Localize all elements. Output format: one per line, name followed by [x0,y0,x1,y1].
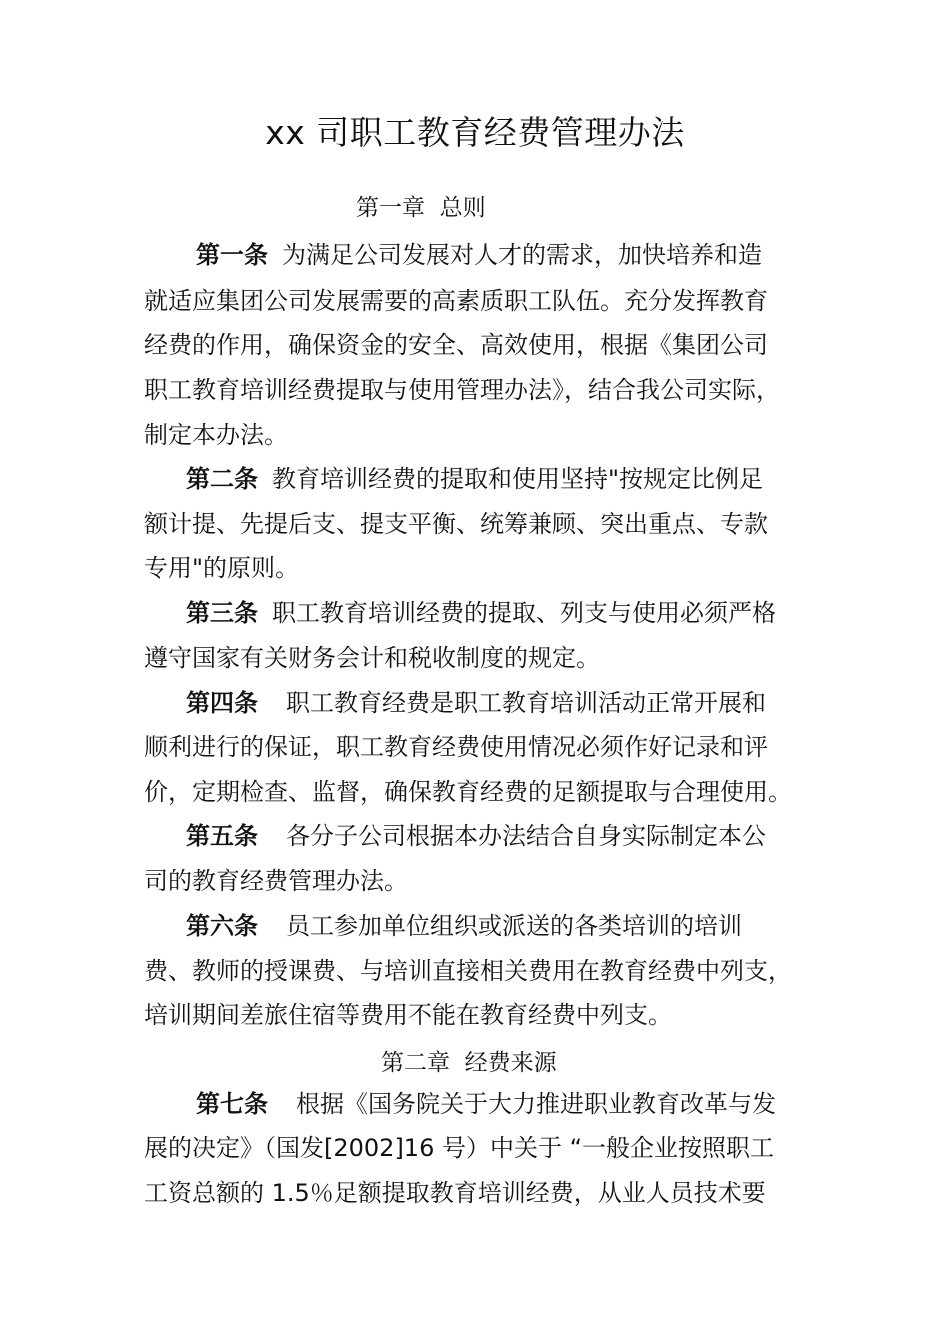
article-4-line-3: 价，定期检查、监督，确保教育经费的足额提取与合理使用。 [144,778,792,806]
article-2-line-2: 额计提、先提后支、提支平衡、统筹兼顾、突出重点、专款 [144,510,768,538]
article-7-line-3: 工资总额的 1.5％足额提取教育培训经费，从业人员技术要 [144,1179,766,1207]
article-5-label: 第五条 [186,822,258,850]
article-3-line-2: 遵守国家有关财务会计和税收制度的规定。 [144,644,600,672]
article-5-text: 各分子公司根据本办法结合自身实际制定本公 [286,822,766,850]
article-1-label: 第一条 [196,241,268,269]
article-4-label: 第四条 [186,689,258,717]
article-5-line-1 [186,819,866,853]
article-6-line-1 [186,909,866,943]
article-1-text: 为满足公司发展对人才的需求，加快培养和造 [282,241,762,269]
article-4-line-2: 顺利进行的保证，职工教育经费使用情况必须作好记录和评 [144,733,768,761]
article-2-text: 教育培训经费的提取和使用坚持"按规定比例足 [272,465,764,493]
article-6-text: 员工参加单位组织或派送的各类培训的培训 [286,912,742,940]
article-4-text: 职工教育经费是职工教育培训活动正常开展和 [286,689,766,717]
article-7-text: 根据《国务院关于大力推进职业教育改革与发 [296,1090,776,1118]
article-5-line-2: 司的教育经费管理办法。 [144,867,408,895]
article-1-line-2: 就适应集团公司发展需要的高素质职工队伍。充分发挥教育 [144,287,768,315]
document-title: xx 司职工教育经费管理办法 [265,113,685,152]
article-6-line-3: 培训期间差旅住宿等费用不能在教育经费中列支。 [144,1001,672,1029]
article-7-line-1 [196,1087,876,1121]
article-6-label: 第六条 [186,912,258,940]
article-7-line-2: 展的决定》（国发[2002]16 号）中关于 “一般企业按照职工 [144,1134,775,1162]
article-3-text: 职工教育培训经费的提取、列支与使用必须严格 [272,599,776,627]
article-7-label: 第七条 [196,1090,268,1118]
article-2-line-1 [186,462,866,496]
article-3-label: 第三条 [186,599,258,627]
chapter-heading-2: 第二章 经费来源 [381,1050,557,1076]
article-2-label: 第二条 [186,465,258,493]
article-3-line-1 [186,596,866,630]
article-4-line-1 [186,686,866,720]
article-1-line-5: 制定本办法。 [144,421,288,449]
chapter-heading-1: 第一章 总则 [356,195,486,221]
article-6-line-2: 费、教师的授课费、与培训直接相关费用在教育经费中列支， [144,957,792,985]
article-1-line-4: 职工教育培训经费提取与使用管理办法》，结合我公司实际， [144,376,780,404]
article-1-line-3: 经费的作用，确保资金的安全、高效使用，根据《集团公司 [144,331,768,359]
article-2-line-3: 专用"的原则。 [144,554,300,582]
article-1-line-1 [196,238,876,272]
